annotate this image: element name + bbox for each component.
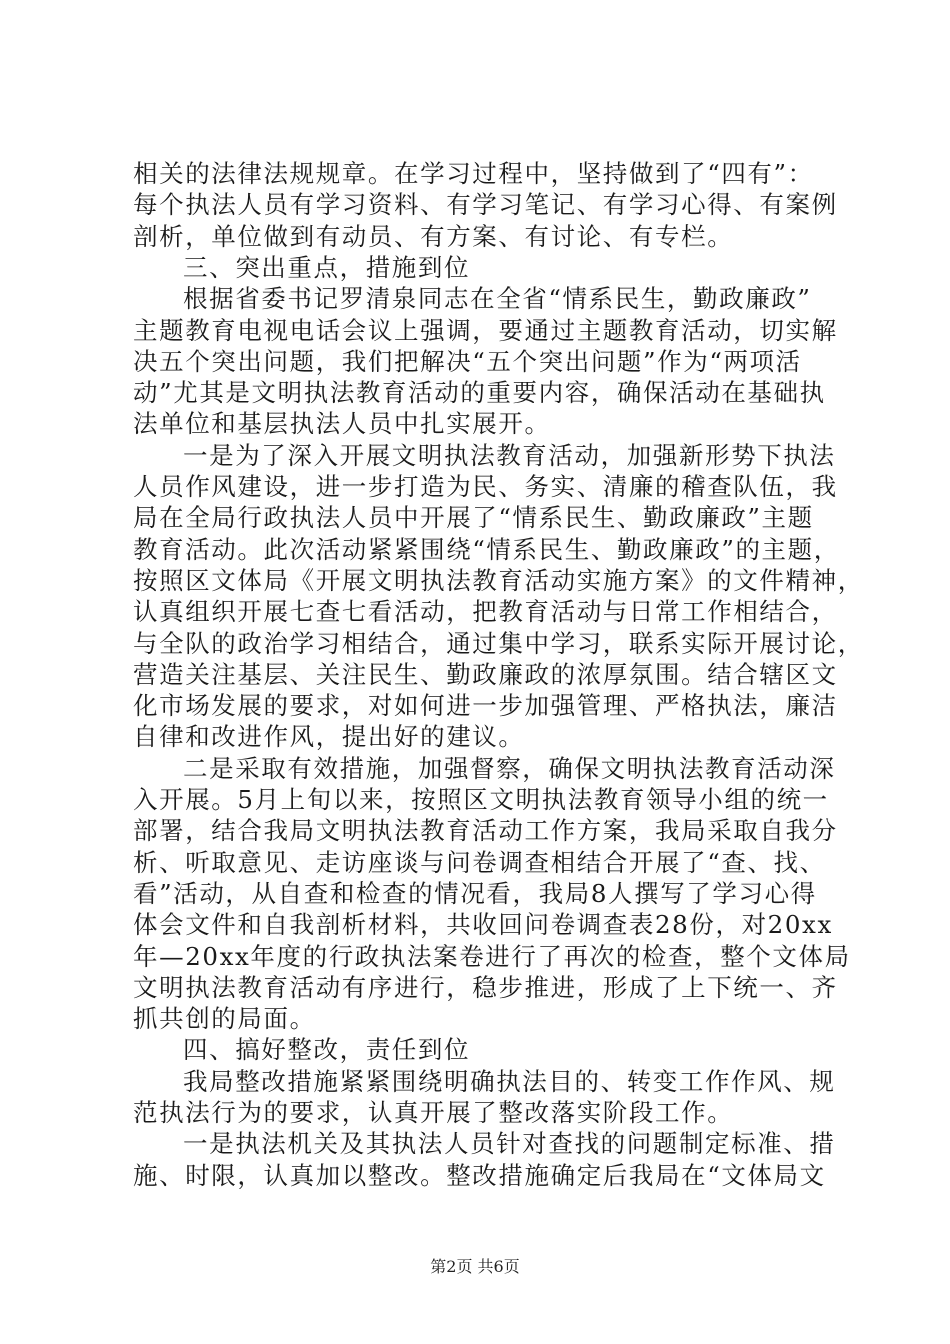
page-footer: 第2页 共6页 (430, 1257, 520, 1276)
body-text-line: 相关的法律法规规章。在学习过程中，坚持做到了“四有”： (133, 159, 814, 188)
body-text-line: 局在全局行政执法人员中开展了“情系民生、勤政廉政”主题 (133, 503, 814, 533)
body-text-line: 自律和改进作风，提出好的建议。 (133, 722, 525, 752)
body-text-line: 入开展。5月上旬以来，按照区文明执法教育领导小组的统一 (133, 785, 829, 814)
body-text-line: 部署，结合我局文明执法教育活动工作方案，我局采取自我分 (133, 816, 838, 846)
body-text-line: 动”尤其是文明执法教育活动的重要内容，确保活动在基础执 (133, 378, 826, 408)
body-text-line: 人员作风建设，进一步打造为民、务实、清廉的稽查队伍，我 (133, 472, 838, 501)
body-text-line: 抓共创的局面。 (133, 1004, 316, 1034)
body-text-line: 一是执法机关及其执法人员针对查找的问题制定标准、措 (183, 1129, 836, 1159)
body-text-line: 认真组织开展七查七看活动，把教育活动与日常工作相结合， (133, 597, 838, 627)
body-text-line: 与全队的政治学习相结合，通过集中学习，联系实际开展讨论， (133, 628, 864, 658)
body-text-line: 决五个突出问题，我们把解决“五个突出问题”作为“两项活 (133, 346, 802, 376)
body-text-line: 看”活动，从自查和检查的情况看，我局8人撰写了学习心得 (133, 878, 817, 908)
body-text-line: 我局整改措施紧紧围绕明确执法目的、转变工作作风、规 (183, 1066, 836, 1096)
body-text-line: 主题教育电视电话会议上强调，要通过主题教育活动，切实解 (133, 315, 838, 345)
body-text-line: 法单位和基层执法人员中扎实展开。 (133, 409, 551, 439)
body-text-line: 体会文件和自我剖析材料，共收回问卷调查表28份，对20xx (133, 910, 833, 940)
body-text-line: 每个执法人员有学习资料、有学习笔记、有学习心得、有案例 (133, 190, 838, 220)
body-text-line: 一是为了深入开展文明执法教育活动，加强新形势下执法 (183, 440, 836, 470)
body-text-line: 化市场发展的要求，对如何进一步加强管理、严格执法，廉洁 (133, 691, 838, 721)
body-text-line: 年—20xx年度的行政执法案卷进行了再次的检查，整个文体局 (133, 941, 851, 971)
body-text-line: 剖析，单位做到有动员、有方案、有讨论、有专栏。 (133, 221, 734, 251)
body-text-line: 文明执法教育活动有序进行，稳步推进，形成了上下统一、齐 (133, 972, 838, 1002)
body-text-line: 营造关注基层、关注民生、勤政廉政的浓厚氛围。结合辖区文 (133, 659, 838, 689)
body-text-line: 施、时限，认真加以整改。整改措施确定后我局在“文体局文 (133, 1160, 826, 1190)
section-heading: 三、突出重点，措施到位 (183, 252, 471, 282)
body-text-line: 析、听取意见、走访座谈与问卷调查相结合开展了“查、找、 (133, 847, 826, 877)
section-heading: 四、搞好整改，责任到位 (183, 1035, 471, 1065)
body-text-line: 根据省委书记罗清泉同志在全省“情系民生，勤政廉政” (183, 284, 812, 314)
body-text-line: 按照区文体局《开展文明执法教育活动实施方案》的文件精神， (133, 565, 864, 595)
body-text-line: 教育活动。此次活动紧紧围绕“情系民生、勤政廉政”的主题， (133, 534, 840, 564)
body-text-line: 范执法行为的要求，认真开展了整改落实阶段工作。 (133, 1098, 734, 1127)
body-text-line: 二是采取有效措施，加强督察，确保文明执法教育活动深 (183, 753, 836, 783)
